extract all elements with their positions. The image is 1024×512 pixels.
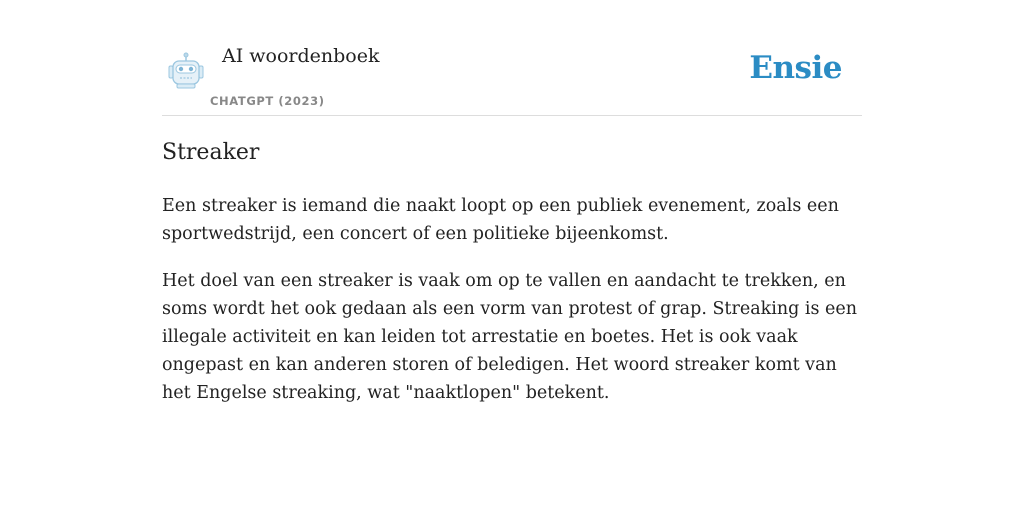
dictionary-header <box>162 0 862 116</box>
ensie-logo[interactable]: Ensie <box>749 50 842 86</box>
definition-paragraph: Een streaker is iemand die naakt loopt op een publiek evenement, zoals een sportwedstrijd, een concert of een politieke bijeenkomst. <box>162 196 839 244</box>
page-container <box>162 0 862 403</box>
dictionary-title[interactable]: AI woordenboek <box>222 45 380 67</box>
entry-title: Streaker <box>162 140 260 165</box>
dictionary-source: CHATGPT (2023) <box>210 94 325 108</box>
definition-paragraph: Het doel van een streaker is vaak om op te vallen en aandacht te trekken, en soms wordt het ook gedaan als een vorm van protest of grap. Streaking is een illegale activiteit en kan leiden tot arrestatie en boetes. Het is ook vaak ongepast en kan anderen storen of beledigen. Het woord streaker komt van het Engelse streaking, wat "naaktlopen" betekent. <box>162 271 857 403</box>
entry-definition <box>162 192 862 426</box>
robot-icon <box>166 52 206 90</box>
